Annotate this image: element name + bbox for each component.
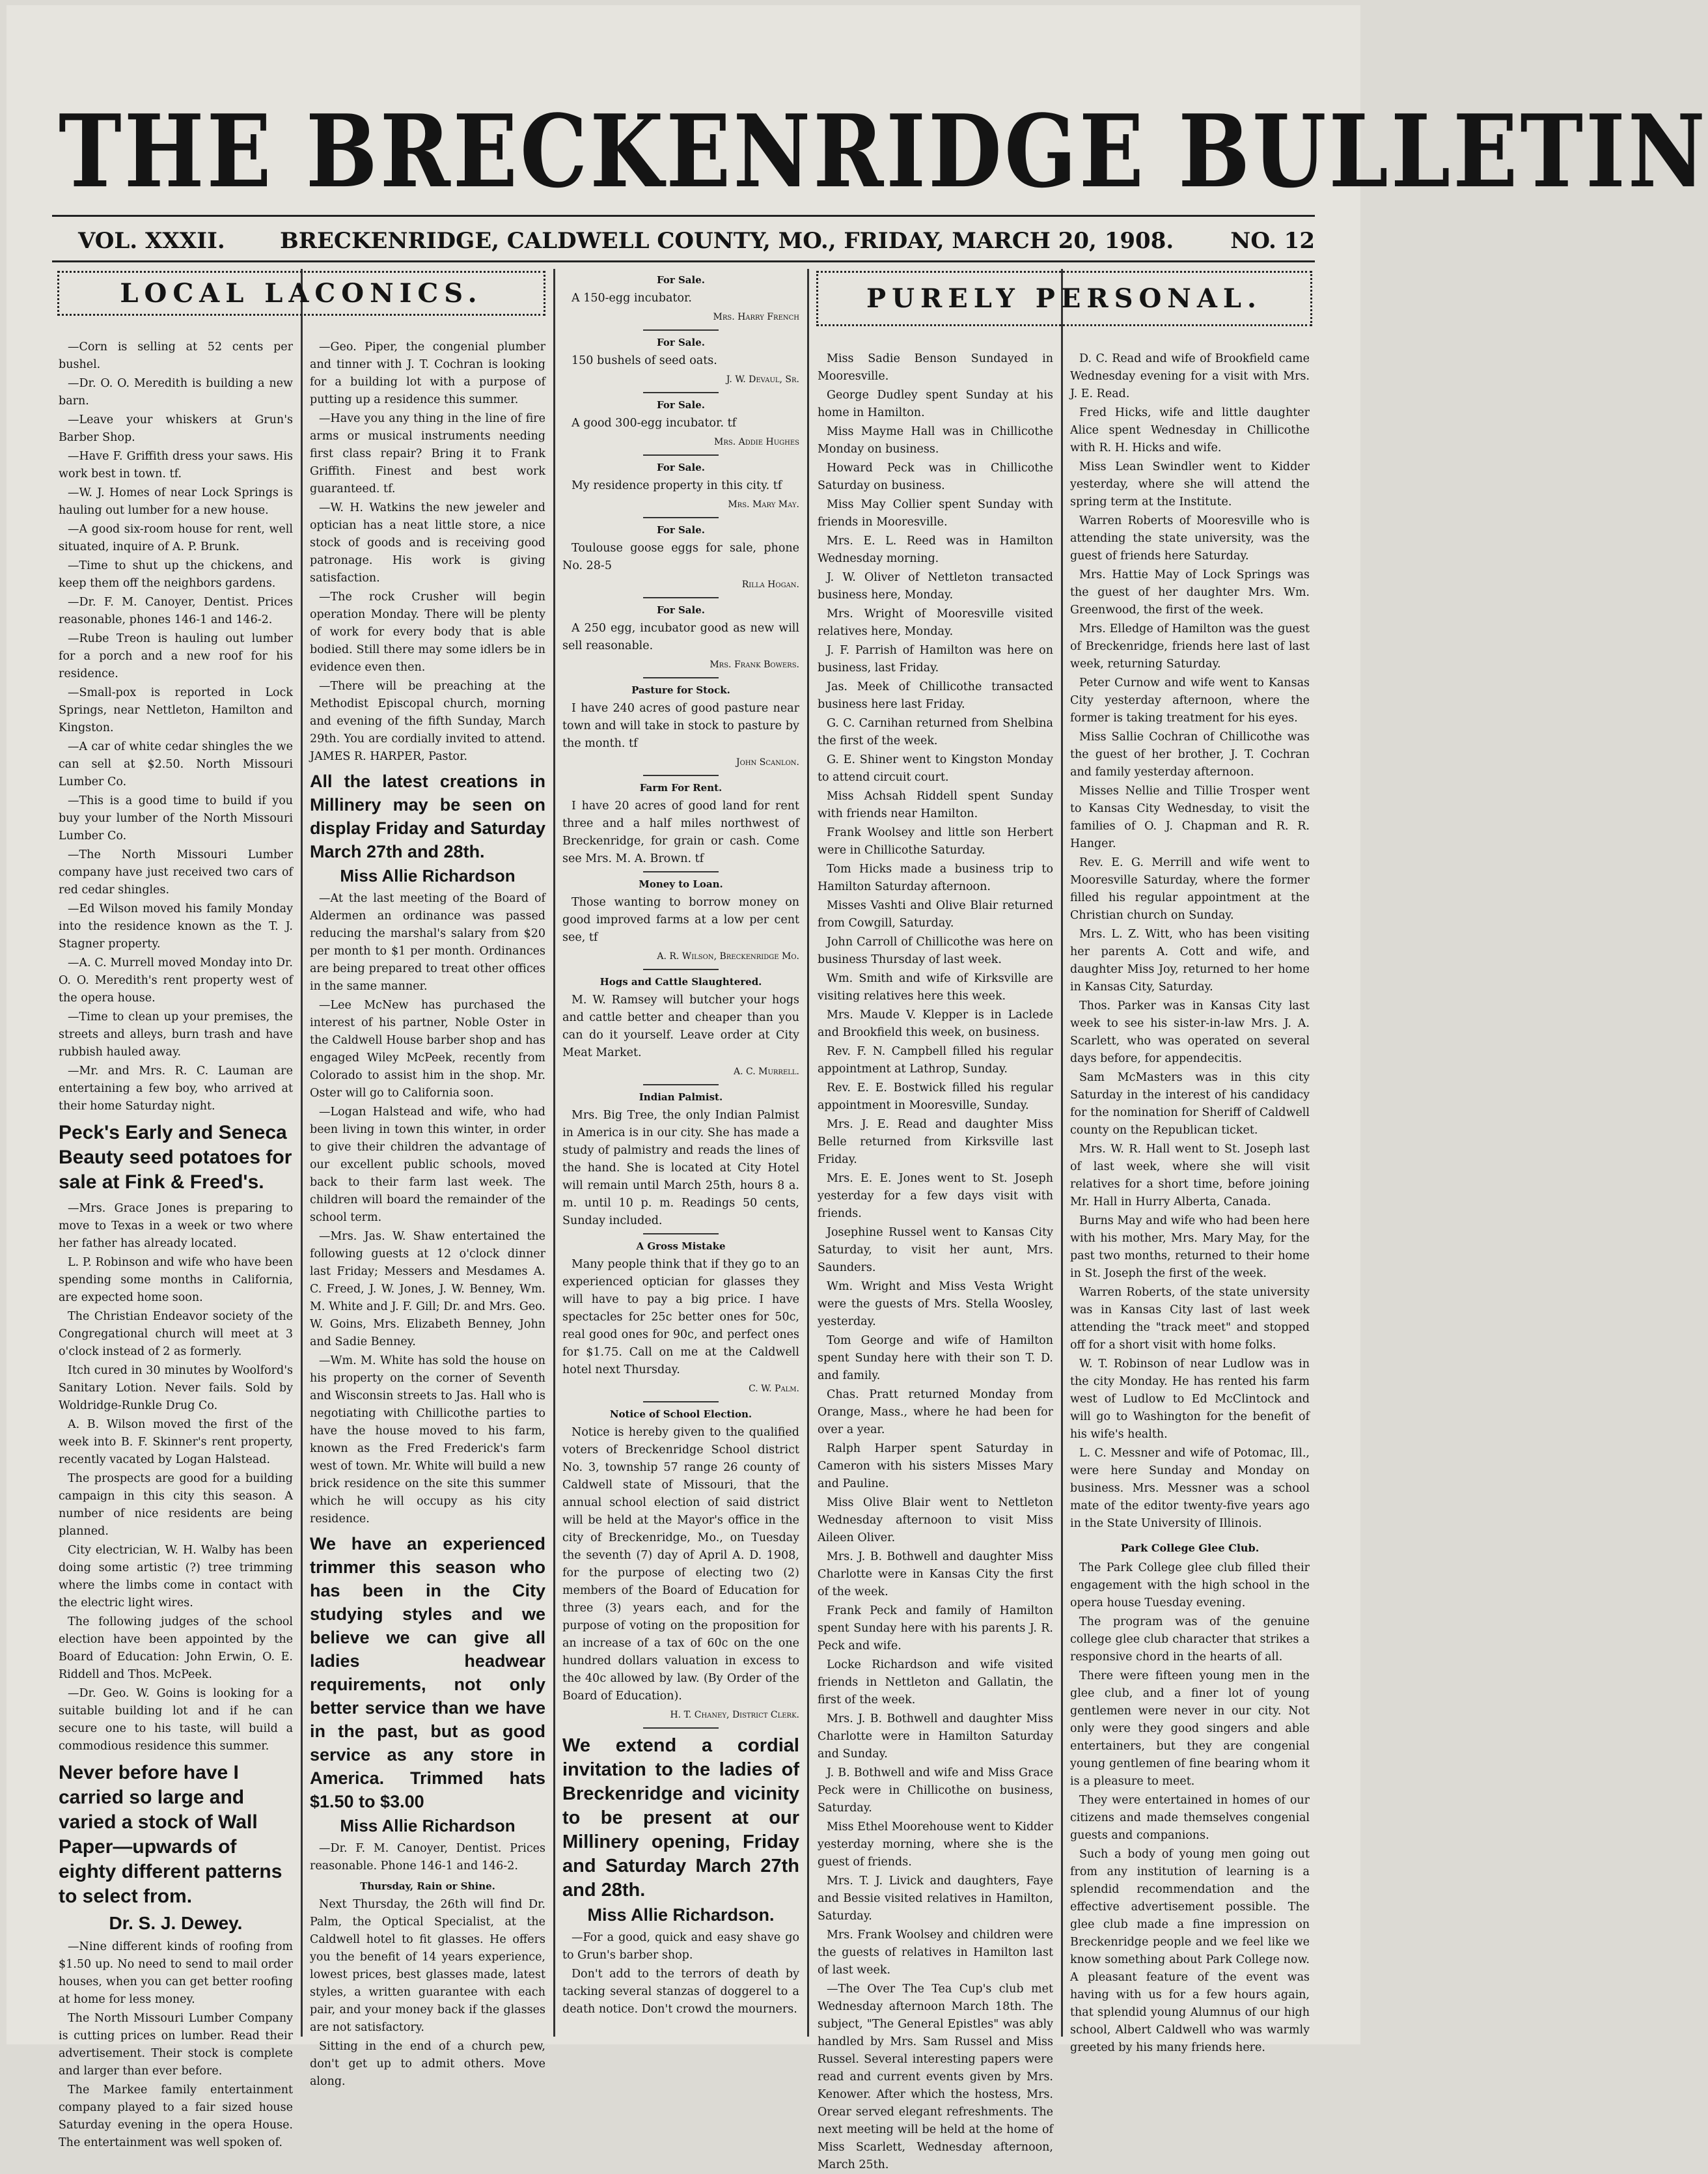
local-item: —Wm. M. White has sold the house on his property on the corner of Seventh and Wisconsin streets to Jas. Hall who is negotiating with Chillicothe parties to have the house moved to his farm, known as the Fred Frederick's farm west of town. Mr. White will build a new brick residence on the site this summer which he will occupy as his city residence. [310, 1354, 545, 1526]
glee-club-article [1070, 1559, 1310, 2057]
classified-ad-body: I have 240 acres of good pasture near town and will take in stock to pasture by the month. tf [562, 702, 799, 750]
personal-item: Rev. F. N. Campbell filled his regular appointment at Lathrop, Sunday. [818, 1045, 1053, 1076]
local-item: —Corn is selling at 52 cents per bushel. [59, 341, 293, 371]
personal-item: Mrs. Hattie May of Lock Springs was the guest of her daughter Mrs. Wm. Greenwood, the first of the week. [1070, 568, 1310, 617]
personal-item: Wm. Wright and Miss Vesta Wright were the guests of Mrs. Stella Woosley, yesterday. [818, 1280, 1053, 1328]
purely-personal-banner-wrap [816, 271, 1312, 342]
local-item: —Dr. Geo. W. Goins is looking for a suitable building lot and if he can secure one to his taste, will build a commodious residence this summer. [59, 1687, 293, 1753]
column-5 [1070, 350, 1310, 2054]
classified-ad-signature: Mrs. Addie Hughes [714, 437, 799, 447]
classified-ad-signature: Rilla Hogan. [741, 579, 799, 590]
personal-item: Misses Vashti and Olive Blair returned from Cowgill, Saturday. [818, 899, 1053, 930]
personal-item: Tom Hicks made a business trip to Hamilton Saturday afternoon. [818, 863, 1053, 893]
local-item: —Nine different kinds of roofing from $1.50 up. No need to send to mail order houses, when you can get better roofing at home for less money. [59, 1940, 293, 2006]
personal-item: Mrs. W. R. Hall went to St. Joseph last of last week, where she will visit relatives for a short time, before joining Mr. Hall in Hurry Alberta, Canada. [1070, 1143, 1310, 1208]
personal-item: Peter Curnow and wife went to Kansas City yesterday afternoon, where the former is taking treatment for his eyes. [1070, 676, 1310, 725]
divider [643, 775, 719, 776]
masthead-title: THE BRECKENRIDGE BULLETIN [59, 92, 1708, 210]
divider [643, 1401, 719, 1402]
personal-item: L. C. Messner and wife of Potomac, Ill., were here Sunday and Monday on business. Mrs. Messner was a school mate of the editor twenty-five years ago in the State University of Illinois. [1070, 1447, 1310, 1530]
classified-ad [562, 334, 799, 393]
local-item: —Geo. Piper, the congenial plumber and tinner with J. T. Cochran is looking for a building lot with a purpose of putting up a residence this summer. [310, 341, 545, 406]
local-item: —W. J. Homes of near Lock Springs is hauling out lumber for a new house. [59, 486, 293, 517]
local-item: —Mrs. Jas. W. Shaw entertained the following guests at 12 o'clock dinner last Friday; Messers and Mesdames A. C. Freed, J. W. Jones, J. W. Benney, Wm. M. White and J. F. Gill; Dr. and Mrs. Geo. W. Goins, Mrs. Elizabeth Benney, John and Sadie Benney. [310, 1230, 545, 1348]
local-item: —There will be preaching at the Methodist Episcopal church, morning and evening of the fifth Sunday, March 29th. You are cordially invited to attend. JAMES R. HARPER, Pastor. [310, 680, 545, 763]
personal-item: Miss Ethel Moorehouse went to Kidder yesterday morning, where she is the guest of friends. [818, 1820, 1053, 1869]
headwear-ad: We have an experienced trimmer this season who has been in the City studying styles and we believe we can give all ladies headwear requirements, not only better service than we have in the past, but as good service as any store in America. Trimmed hats $1.50 to $3.00 [310, 1534, 545, 1811]
purely-personal-heading: PURELY PERSONAL. [816, 271, 1312, 326]
local-item: —Logan Halstead and wife, who had been living in town this winter, in order to give their children the advantage of our excellent public schools, moved back to their farm last week. The children will board the remainder of the school term. [310, 1106, 545, 1224]
personal-item: Mrs. J. B. Bothwell and daughter Miss Charlotte were in Kansas City the first of the week. [818, 1550, 1053, 1598]
personal-item: G. C. Carnihan returned from Shelbina the first of the week. [818, 717, 1053, 747]
local-item: —Time to shut up the chickens, and keep them off the neighbors gardens. [59, 559, 293, 590]
personal-item: Mrs. E. L. Reed was in Hamilton Wednesday morning. [818, 535, 1053, 565]
glee-paragraph: Such a body of young men going out from any institution of learning is a splendid recommendation and the effective advertisement possible. The glee club made a fine impression on Breckenridge people and we feel like we know something about Park College now. A pleasant feature of the event was having with us for a few hours again, that splendid young Alumnus of our high school, Albert Caldwell who was warmly greeted by his many friends here. [1070, 1848, 1310, 2054]
classified-ad-heading: For Sale. [657, 337, 705, 348]
personal-item: Burns May and wife who had been here with his mother, Mrs. Mary May, for the past two months, returned to their home in St. Joseph the first of the week. [1070, 1214, 1310, 1280]
classified-ad-heading: For Sale. [657, 604, 705, 616]
classified-ad-signature: Mrs. Mary May. [728, 499, 799, 510]
local-item: —A. C. Murrell moved Monday into Dr. O. O. Meredith's rent property west of the opera house. [59, 956, 293, 1005]
local-item: The Christian Endeavor society of the Congregational church will meet at 3 o'clock instead of 2 as formerly. [59, 1310, 293, 1358]
column-rule [1061, 269, 1063, 2037]
divider [643, 677, 719, 678]
divider [643, 1233, 719, 1234]
classified-ad-body: M. W. Ramsey will butcher your hogs and cattle better and cheaper than you can do it yourself. Leave order at City Meat Market. [562, 994, 799, 1059]
personal-items-a [818, 350, 1053, 2174]
personal-item: Mrs. T. J. Livick and daughters, Faye and Bessie visited relatives in Hamilton, Saturday. [818, 1874, 1053, 1923]
local-item: —Dr. F. M. Canoyer, Dentist. Prices reasonable. Phone 146-1 and 146-2. [310, 1842, 545, 1873]
classified-ad-heading: Indian Palmist. [639, 1091, 723, 1103]
classified-ads [562, 272, 799, 1402]
local-items-c [59, 1938, 293, 2152]
personal-item: Mrs. Frank Woolsey and children were the guests of relatives in Hamilton last of last week. [818, 1929, 1053, 1977]
opening-invitation-ad: We extend a cordial invitation to the ladies of Breckenridge and vicinity to be present at our Millinery opening, Friday and Saturday March 27th and 28th. [562, 1735, 799, 1901]
classified-ad-signature: C. W. Palm. [749, 1384, 799, 1394]
issue-number: NO. 12 [1230, 228, 1315, 254]
local-items-b [59, 1200, 293, 1755]
headwear-ad-signature: Miss Allie Richardson [340, 1816, 516, 1835]
classified-ad-body: My residence property in this city. tf [572, 479, 782, 492]
wallpaper-ad: Never before have I carried so large and varied a stock of Wall Paper—upwards of eighty different patterns to select from. [59, 1762, 282, 1907]
classified-ad-heading: For Sale. [657, 524, 705, 536]
newspaper-page [7, 5, 1708, 2171]
local-item: A. B. Wilson moved the first of the week into B. F. Skinner's rent property, recently vacated by Logan Halstead. [59, 1418, 293, 1466]
classified-ad [562, 522, 799, 598]
local-items-f [310, 1840, 545, 1875]
personal-item: D. C. Read and wife of Brookfield came Wednesday evening for a visit with Mrs. J. E. Read. [1070, 352, 1310, 400]
personal-item: Miss May Collier spent Sunday with friends in Mooresville. [818, 498, 1053, 529]
local-item: —Have F. Griffith dress your saws. His work best in town. tf. [59, 450, 293, 481]
personal-item: Tom George and wife of Hamilton spent Sunday here with their son T. D. and family. [818, 1334, 1053, 1382]
column-4 [818, 350, 1053, 2171]
personal-item: Frank Peck and family of Hamilton spent Sunday here with his parents J. R. Peck and wife. [818, 1604, 1053, 1652]
personal-item: Miss Achsah Riddell spent Sunday with friends near Hamilton. [818, 790, 1053, 820]
school-election-heading: Notice of School Election. [609, 1408, 752, 1420]
local-item: —For a good, quick and easy shave go to Grun's barber shop. [562, 1931, 799, 1962]
personal-item: W. T. Robinson of near Ludlow was in the city Monday. He has rented his farm west of Ludlow to Ed McClintock and will go to Washington for the benefit of his wife's health. [1070, 1358, 1310, 1441]
personal-item: Mrs. Elledge of Hamilton was the guest of Breckenridge, friends here last of last week, returning Saturday. [1070, 622, 1310, 671]
classified-ad [562, 1089, 799, 1234]
local-items-d [310, 339, 545, 766]
personal-item: Miss Sallie Cochran of Chillicothe was the guest of her brother, J. T. Cochran and family yesterday afternoon. [1070, 731, 1310, 779]
column-rule [301, 269, 303, 2037]
classified-ad-signature: A. R. Wilson, Breckenridge Mo. [657, 951, 799, 962]
divider [643, 517, 719, 518]
personal-item: Warren Roberts, of the state university was in Kansas City last of last week attending the "track meet" and stopped off for a short visit with home folks. [1070, 1286, 1310, 1352]
local-item: —Have you any thing in the line of fire arms or musical instruments needing first class repair? Bring it to Frank Griffith. Finest and best work guaranteed. tf. [310, 412, 545, 495]
local-laconics-heading: LOCAL LACONICS. [57, 271, 545, 316]
divider [643, 329, 719, 331]
local-item: —The rock Crusher will begin operation Monday. There will be plenty of work for every body that is able bodied. Still there may some idlers be in evidence even then. [310, 591, 545, 674]
school-election-notice: Notice is hereby given to the qualified voters of Breckenridge School district No. 3, township 57 range 26 county of Caldwell state of Missouri, that the annual school election of said district will be held at the Mayor's office in the city of Breckenridge, Mo., on Tuesday the seventh (7) day of April A. D. 1908, for the purpose of electing two (2) members of the Board of Education for three (3) years each, and for the purpose of voting on the proposition for an increase of a tax of 60c on the one hundred dollars valuation in excess to the 40c allowed by law. (By Order of the Board of Education). [562, 1426, 799, 1703]
classified-ad-body: Toulouse goose eggs for sale, phone No. 28-5 [562, 542, 799, 572]
classified-ad-body: 150 bushels of seed oats. [572, 354, 717, 367]
local-item: —W. H. Watkins the new jeweler and optician has a neat little store, a nice stock of goods and is receiving good patronage. His work is giving satisfaction. [310, 501, 545, 585]
local-item: The following judges of the school election have been appointed by the Board of Education: John Erwin, O. E. Riddell and Thos. McPeek. [59, 1615, 293, 1681]
classified-ad-heading: For Sale. [657, 274, 705, 286]
local-item: —This is a good time to build if you buy your lumber of the North Missouri Lumber Co. [59, 794, 293, 843]
local-item: Sitting in the end of a church pew, don't get up to admit others. Move along. [310, 2040, 545, 2088]
classified-ad-signature: J. W. Devaul, Sr. [726, 374, 799, 385]
personal-item: Sam McMasters was in this city Saturday in the interest of his candidacy for the nomination for Sheriff of Caldwell county on the Republican ticket. [1070, 1071, 1310, 1137]
personal-item: Ralph Harper spent Saturday in Cameron with his sisters Misses Mary and Pauline. [818, 1442, 1053, 1490]
local-item: —Rube Treon is hauling out lumber for a porch and a new roof for his residence. [59, 632, 293, 680]
divider [643, 392, 719, 393]
classified-ad-heading: For Sale. [657, 462, 705, 473]
local-item: —Mr. and Mrs. R. C. Lauman are entertaining a few boy, who arrived at their home Saturday night. [59, 1065, 293, 1113]
local-item: —At the last meeting of the Board of Aldermen an ordinance was passed reducing the marshal's salary from $20 per month to $1 per month. Ordinances are being prepared to treat other offices in the same manner. [310, 892, 545, 993]
classified-ad-body: Those wanting to borrow money on good improved farms at a low per cent see, tf [562, 896, 799, 944]
personal-item: Josephine Russel went to Kansas City Saturday, to visit her aunt, Mrs. Saunders. [818, 1226, 1053, 1274]
classified-ad [562, 973, 799, 1085]
classified-ad [562, 876, 799, 970]
classified-ad-body: A 150-egg incubator. [572, 292, 692, 305]
classified-ad-body: A 250 egg, incubator good as new will sell reasonable. [562, 622, 799, 652]
classified-ad-body: I have 20 acres of good land for rent three and a half miles northwest of Breckenridge, for grain or cash. Come see Mrs. M. A. Brown. tf [562, 800, 799, 865]
personal-item: Mrs. J. E. Read and daughter Miss Belle returned from Kirksville last Friday. [818, 1118, 1053, 1166]
column-3 [562, 269, 799, 2035]
classified-ad [562, 602, 799, 678]
classified-ad-heading: Money to Loan. [639, 878, 723, 890]
middle-tail-items [562, 1929, 799, 2018]
classified-ad [562, 682, 799, 776]
personal-item: Miss Olive Blair went to Nettleton Wednesday afternoon to visit Miss Aileen Oliver. [818, 1496, 1053, 1544]
personal-item: George Dudley spent Sunday at his home in Hamilton. [818, 389, 1053, 419]
personal-item: J. B. Bothwell and wife and Miss Grace Peck were in Chillicothe on business, Saturday. [818, 1766, 1053, 1815]
personal-item: Frank Woolsey and little son Herbert were in Chillicothe Saturday. [818, 826, 1053, 857]
personal-item: Warren Roberts of Mooresville who is attending the state university, was the guest of friends here Saturday. [1070, 514, 1310, 563]
local-item: —Ed Wilson moved his family Monday into the residence known as the T. J. Stagner property. [59, 902, 293, 951]
personal-item: Howard Peck was in Chillicothe Saturday on business. [818, 462, 1053, 492]
personal-item: —The Over The Tea Cup's club met Wednesday afternoon March 18th. The subject, "The General Epistles" was ably handled by Mrs. Sam Russel and Miss Russel. Several interesting papers were read and current events given by Mrs. Kenower. After which the hostess, Mrs. Orear served elegant refreshments. The next meeting will be held at the home of Miss Scarlett, Wednesday afternoon, March 25th. [818, 1983, 1053, 2171]
classified-ad-body: Mrs. Big Tree, the only Indian Palmist in America is in our city. She has made a study of palmistry and reads the lines of the hand. She is located at City Hotel will remain until March 25th, hours 8 a. m. until 10 p. m. Readings 50 cents, Sunday included. [562, 1109, 799, 1227]
classified-ad-heading: For Sale. [657, 399, 705, 411]
local-item: Itch cured in 30 minutes by Woolford's Sanitary Lotion. Never fails. Sold by Woldridge-Runkle Drug Co. [59, 1364, 293, 1412]
local-item: —Time to clean up your premises, the streets and alleys, burn trash and have rubbish hauled away. [59, 1010, 293, 1059]
personal-item: Rev. E. G. Merrill and wife went to Mooresville Saturday, where the former filled his regular appointment at the Christian church on Sunday. [1070, 856, 1310, 922]
glee-club-heading: Park College Glee Club. [1120, 1542, 1260, 1554]
local-item: —The North Missouri Lumber company have just received two cars of red cedar shingles. [59, 848, 293, 897]
local-item: L. P. Robinson and wife who have been spending some months in California, are expected home soon. [59, 1256, 293, 1304]
glee-paragraph: They were entertained in homes of our citizens and made themselves congenial guests and companions. [1070, 1794, 1310, 1842]
local-item: The North Missouri Lumber Company is cutting prices on lumber. Read their advertisement. Their stock is complete and larger than ever before. [59, 2012, 293, 2078]
personal-item: Mrs. E. E. Jones went to St. Joseph yesterday for a few days visit with friends. [818, 1172, 1053, 1220]
classified-ad-heading: Pasture for Stock. [631, 684, 730, 696]
personal-item: Jas. Meek of Chillicothe transacted business here last Friday. [818, 680, 1053, 711]
personal-item: Mrs. J. B. Bothwell and daughter Miss Charlotte were in Hamilton Saturday and Sunday. [818, 1712, 1053, 1761]
column-1 [59, 339, 293, 2149]
glee-paragraph: There were fifteen young men in the glee club, and a finer lot of young gentlemen were never in our city. Not only were they good singers and able entertainers, but they are congenial young gentlemen of fine bearing whom it is a pleasure to meet. [1070, 1669, 1310, 1788]
personal-item: Locke Richardson and wife visited friends in Nettleton and Gallatin, the first of the week. [818, 1658, 1053, 1707]
classified-ad-signature: John Scanlon. [736, 757, 799, 768]
glee-paragraph: The Park College glee club filled their engagement with the high school in the opera house Tuesday evening. [1070, 1561, 1310, 1610]
divider [643, 871, 719, 872]
personal-item: Thos. Parker was in Kansas City last week to see his sister-in-law Mrs. J. A. Scarlett, who was operated on several days before, for appendecitis. [1070, 999, 1310, 1065]
dateline [78, 228, 1315, 257]
place-and-date: BRECKENRIDGE, CALDWELL COUNTY, MO., FRIDAY, MARCH 20, 1908. [280, 228, 1174, 254]
divider [643, 454, 719, 456]
personal-item: Chas. Pratt returned Monday from Orange, Mass., where he had been for over a year. [818, 1388, 1053, 1436]
thursday-heading: Thursday, Rain or Shine. [360, 1880, 495, 1892]
potato-ad: Peck's Early and Seneca Beauty seed potatoes for sale at Fink & Freed's. [59, 1122, 292, 1193]
local-item: Don't add to the terrors of death by tacking several stanzas of doggerel to a death notice. Don't crowd the mourners. [562, 1968, 799, 2016]
local-item: —Dr. O. O. Meredith is building a new barn. [59, 377, 293, 408]
local-item: The prospects are good for a building campaign in this city this season. A number of nice residents are being planned. [59, 1472, 293, 1538]
classified-ad-heading: Farm For Rent. [639, 782, 723, 794]
divider [643, 1727, 719, 1729]
personal-items-b [1070, 350, 1310, 1533]
personal-item: Mrs. Maude V. Klepper is in Laclede and Brookfield this week, on business. [818, 1009, 1053, 1039]
column-2 [310, 339, 545, 2088]
personal-item: Misses Nellie and Tillie Trosper went to Kansas City Wednesday, to visit the families of O. J. Chapman and R. R. Hanger. [1070, 785, 1310, 850]
local-laconics-banner-wrap [57, 271, 545, 329]
opening-ad-signature: Miss Allie Richardson. [587, 1905, 775, 1925]
personal-item: Rev. E. E. Bostwick filled his regular appointment in Mooresville, Sunday. [818, 1081, 1053, 1112]
classified-ad-signature: Mrs. Frank Bowers. [709, 660, 799, 670]
personal-item: G. E. Shiner went to Kingston Monday to attend circuit court. [818, 753, 1053, 784]
local-item: —A good six-room house for rent, well situated, inquire of A. P. Brunk. [59, 523, 293, 553]
classified-ad-body: Many people think that if they go to an experienced optician for glasses they will have to pay a big price. I have spectacles for 25c better ones for 50c, real good ones for 90c, and perfect ones for $1.75. Call on me at the Caldwell hotel next Thursday. [562, 1258, 799, 1376]
local-items-a [59, 339, 293, 1115]
local-item: City electrician, W. H. Walby has been doing some artistic (?) tree trimming where the limbs come in contact with the electric light wires. [59, 1544, 293, 1610]
classified-ad-heading: A Gross Mistake [636, 1240, 726, 1252]
masthead-rule-bottom [52, 260, 1315, 262]
classified-ad-signature: A. C. Murrell. [734, 1066, 799, 1077]
personal-item: Miss Mayme Hall was in Chillicothe Monday on business. [818, 425, 1053, 456]
divider [643, 969, 719, 970]
personal-item: Miss Sadie Benson Sundayed in Mooresville. [818, 352, 1053, 383]
divider [643, 1084, 719, 1085]
classified-ad [562, 1238, 799, 1402]
column-rule [553, 269, 555, 2037]
volume-number: VOL. XXXII. [78, 228, 225, 254]
divider [643, 597, 719, 598]
wallpaper-ad-signature: Dr. S. J. Dewey. [109, 1913, 243, 1933]
school-election-signature: H. T. Chaney, District Clerk. [670, 1710, 799, 1720]
classified-ad [562, 272, 799, 331]
classified-ad-body: A good 300-egg incubator. tf [572, 417, 737, 430]
millinery-ad: All the latest creations in Millinery may be seen on display Friday and Saturday March 27th and 28th. [310, 772, 545, 861]
local-item: —Small-pox is reported in Lock Springs, near Nettleton, Hamilton and Kingston. [59, 686, 293, 734]
personal-item: Mrs. L. Z. Witt, who has been visiting her parents A. Cott and wife, and daughter Miss Joy, returned to her home in Kansas City, Saturday. [1070, 928, 1310, 994]
local-item: —Leave your whiskers at Grun's Barber Shop. [59, 413, 293, 444]
personal-item: Miss Lean Swindler went to Kidder yesterday, where she will attend the spring term at the Institute. [1070, 460, 1310, 509]
classified-ad-signature: Mrs. Harry French [713, 312, 799, 322]
local-items-g [310, 1896, 545, 2091]
personal-item: John Carroll of Chillicothe was here on business Thursday of last week. [818, 936, 1053, 966]
millinery-ad-signature: Miss Allie Richardson [340, 866, 516, 885]
classified-ad [562, 397, 799, 456]
local-item: Next Thursday, the 26th will find Dr. Palm, the Optical Specialist, at the Caldwell hotel to fit glasses. He offers you the benefit of 14 years experience, lowest prices, best glasses made, latest styles, a written guarantee with each pair, and your money back if the glasses are not satisfactory. [310, 1898, 545, 2034]
personal-item: Wm. Smith and wife of Kirksville are visiting relatives here this week. [818, 972, 1053, 1003]
personal-item: J. W. Oliver of Nettleton transacted business here, Monday. [818, 571, 1053, 602]
classified-ad [562, 459, 799, 518]
classified-ad-heading: Hogs and Cattle Slaughtered. [599, 976, 762, 988]
classified-ad [562, 779, 799, 872]
local-item: —Dr. F. M. Canoyer, Dentist. Prices reasonable, phones 146-1 and 146-2. [59, 596, 293, 626]
local-item: —Mrs. Grace Jones is preparing to move to Texas in a week or two where her father has already located. [59, 1202, 293, 1250]
personal-item: Fred Hicks, wife and little daughter Alice spent Wednesday in Chillicothe with R. H. Hicks and wife. [1070, 406, 1310, 454]
local-items-e [310, 890, 545, 1528]
local-item: The Markee family entertainment company played to a fair sized house Saturday evening in the opera House. The entertainment was well spoken of. [59, 2083, 293, 2149]
glee-paragraph: The program was of the genuine college glee club character that strikes a responsive chord in the hearts of all. [1070, 1615, 1310, 1664]
masthead-rule-top [52, 215, 1315, 217]
personal-item: Mrs. Wright of Mooresville visited relatives here, Monday. [818, 607, 1053, 638]
column-rule [807, 269, 809, 2037]
local-item: —A car of white cedar shingles the we can sell at $2.50. North Missouri Lumber Co. [59, 740, 293, 788]
personal-item: J. F. Parrish of Hamilton was here on business, last Friday. [818, 644, 1053, 675]
local-item: —Lee McNew has purchased the interest of his partner, Noble Oster in the Caldwell House barber shop and has engaged Wiley McPeek, recently from Colorado to assist him in the shop. Mr. Oster will go to California soon. [310, 999, 545, 1100]
